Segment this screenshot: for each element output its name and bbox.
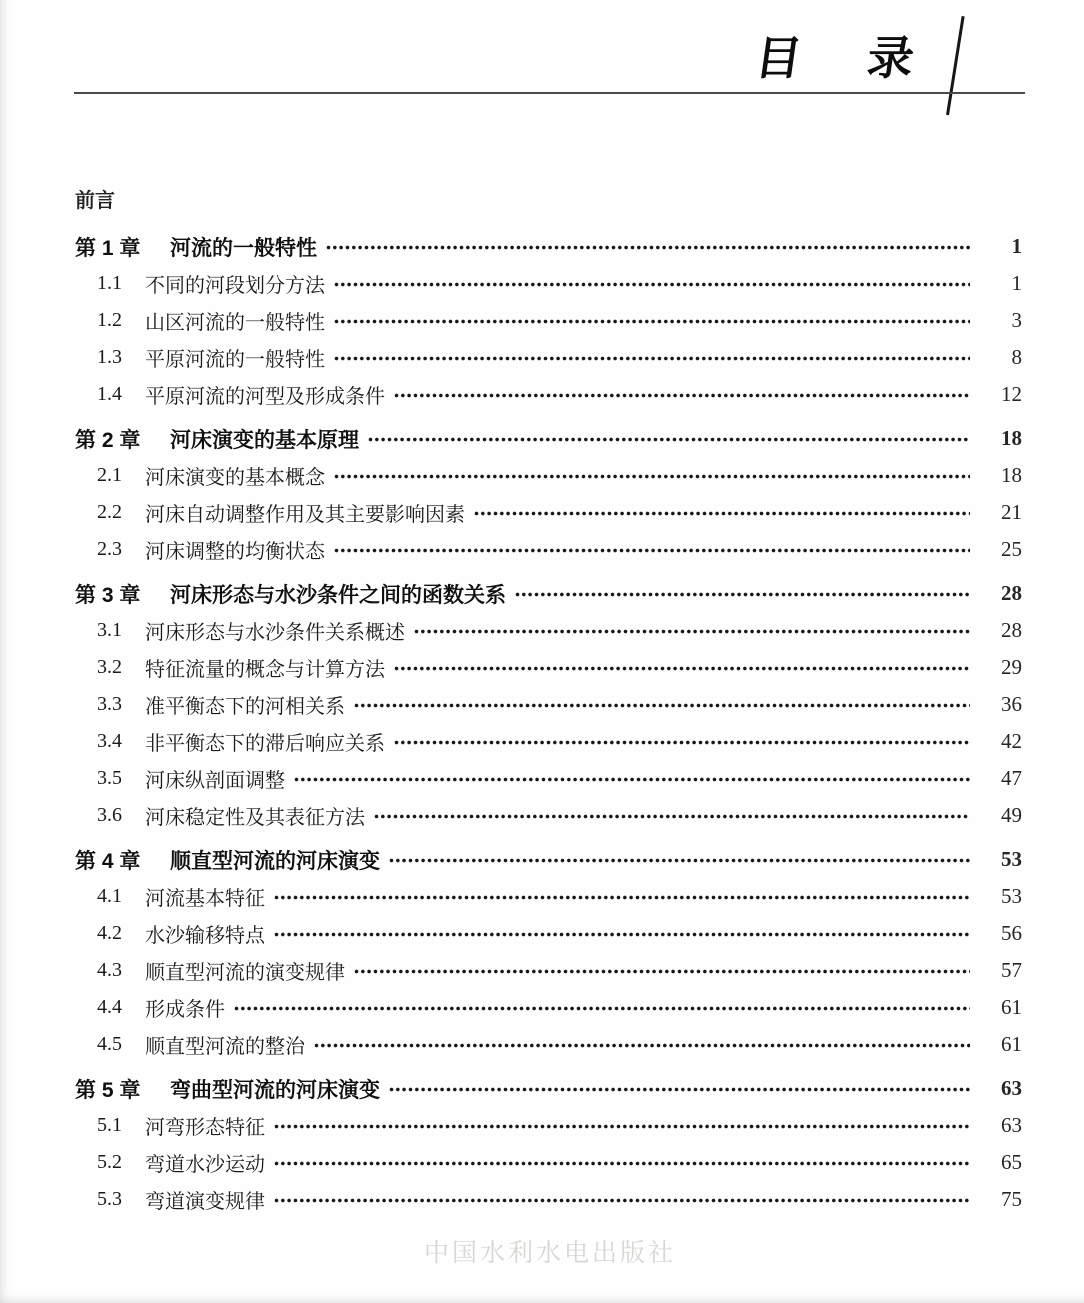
toc-section-row <box>75 531 1022 568</box>
dot-leader <box>334 356 970 361</box>
chapter-label: 第 2 章 <box>75 428 141 452</box>
dot-leader <box>354 703 970 708</box>
page-number: 1 <box>1011 271 1022 295</box>
section-title: 弯道演变规律 <box>145 1191 265 1213</box>
section-title: 平原河流的一般特性 <box>145 349 325 371</box>
section-title: 形成条件 <box>145 999 225 1021</box>
section-number: 3.1 <box>97 619 122 641</box>
section-title: 特征流量的概念与计算方法 <box>145 659 385 681</box>
section-title: 河床纵剖面调整 <box>145 770 285 792</box>
section-title: 山区河流的一般特性 <box>145 312 325 334</box>
dot-leader <box>294 777 970 782</box>
dot-leader <box>274 1198 970 1203</box>
publisher-watermark: 中国水利水电出版社 <box>423 1240 676 1267</box>
toc-section-row <box>75 339 1022 376</box>
toc-section-row <box>75 1181 1022 1218</box>
section-number: 1.1 <box>97 272 122 294</box>
section-number: 3.5 <box>97 767 122 789</box>
header-rule <box>74 92 1025 94</box>
dot-leader <box>274 1124 970 1129</box>
section-title: 河床调整的均衡状态 <box>145 541 325 563</box>
section-number: 3.2 <box>97 656 122 678</box>
toc-section-row <box>75 494 1022 531</box>
page-number: 28 <box>1001 618 1022 642</box>
chapter-label: 第 3 章 <box>75 583 141 607</box>
section-number: 1.4 <box>97 383 122 405</box>
section-number: 2.1 <box>97 464 122 486</box>
chapter-title: 顺直型河流的河床演变 <box>170 849 380 873</box>
dot-leader <box>414 629 970 634</box>
section-number: 3.6 <box>97 804 122 826</box>
section-number: 1.3 <box>97 346 122 368</box>
section-title: 准平衡态下的河相关系 <box>145 696 345 718</box>
page-number: 53 <box>1001 884 1022 908</box>
toc-content <box>75 183 1022 1218</box>
page-number: 36 <box>1001 692 1022 716</box>
section-number: 4.4 <box>97 996 122 1018</box>
slash-mark <box>946 16 965 115</box>
dot-leader <box>515 592 970 597</box>
page-number: 29 <box>1001 655 1022 679</box>
section-title: 顺直型河流的整治 <box>145 1036 305 1058</box>
section-title: 河流基本特征 <box>145 888 265 910</box>
section-title: 非平衡态下的滞后响应关系 <box>145 733 385 755</box>
toc-section-row <box>75 649 1022 686</box>
section-title: 弯道水沙运动 <box>145 1154 265 1176</box>
toc-section-row <box>75 1107 1022 1144</box>
page-number: 63 <box>1001 1076 1022 1100</box>
section-title: 河床演变的基本概念 <box>145 467 325 489</box>
chapter-title: 河床演变的基本原理 <box>170 428 359 452</box>
page-number: 12 <box>1001 382 1022 406</box>
section-title: 不同的河段划分方法 <box>145 275 325 297</box>
preface-heading: 前言 <box>75 190 115 212</box>
dot-leader <box>394 666 970 671</box>
section-title: 平原河流的河型及形成条件 <box>145 386 385 408</box>
section-number: 2.2 <box>97 501 122 523</box>
section-number: 5.2 <box>97 1151 122 1173</box>
dot-leader <box>354 969 970 974</box>
dot-leader <box>234 1006 970 1011</box>
dot-leader <box>326 245 970 250</box>
toc-section-row <box>75 1144 1022 1181</box>
chapter-title: 河床形态与水沙条件之间的函数关系 <box>170 583 506 607</box>
toc-list <box>75 228 1022 1218</box>
toc-chapter-row <box>75 1070 1022 1107</box>
dot-leader <box>394 393 970 398</box>
section-number: 4.3 <box>97 959 122 981</box>
toc-section-row <box>75 612 1022 649</box>
section-number: 5.1 <box>97 1114 122 1136</box>
toc-section-row <box>75 265 1022 302</box>
section-title: 河床稳定性及其表征方法 <box>145 807 365 829</box>
dot-leader <box>334 548 970 553</box>
toc-section-row <box>75 989 1022 1026</box>
page-number: 3 <box>1011 308 1022 332</box>
toc-section-row <box>75 760 1022 797</box>
section-title: 河床形态与水沙条件关系概述 <box>145 622 405 644</box>
toc-section-row <box>75 723 1022 760</box>
page-number: 18 <box>1001 426 1022 450</box>
chapter-title: 弯曲型河流的河床演变 <box>170 1078 380 1102</box>
page-title: 目 录 <box>751 32 928 84</box>
dot-leader <box>474 511 970 516</box>
section-number: 4.1 <box>97 885 122 907</box>
section-number: 2.3 <box>97 538 122 560</box>
section-number: 3.4 <box>97 730 122 752</box>
dot-leader <box>274 932 970 937</box>
section-title: 水沙输移特点 <box>145 925 265 947</box>
page-number: 42 <box>1001 729 1022 753</box>
chapter-label: 第 5 章 <box>75 1078 141 1102</box>
page-number: 49 <box>1001 803 1022 827</box>
dot-leader <box>274 895 970 900</box>
dot-leader <box>314 1043 970 1048</box>
page-number: 8 <box>1011 345 1022 369</box>
toc-section-row <box>75 302 1022 339</box>
dot-leader <box>389 858 970 863</box>
toc-chapter-row <box>75 841 1022 878</box>
page-number: 18 <box>1001 463 1022 487</box>
page-number: 57 <box>1001 958 1022 982</box>
toc-section-row <box>75 952 1022 989</box>
page-number: 56 <box>1001 921 1022 945</box>
toc-section-row <box>75 1026 1022 1063</box>
page-number: 65 <box>1001 1150 1022 1174</box>
chapter-label: 第 4 章 <box>75 849 141 873</box>
page-number: 47 <box>1001 766 1022 790</box>
section-number: 3.3 <box>97 693 122 715</box>
dot-leader <box>368 437 970 442</box>
dot-leader <box>394 740 970 745</box>
section-title: 河弯形态特征 <box>145 1117 265 1139</box>
page-number: 61 <box>1001 995 1022 1019</box>
toc-chapter-row <box>75 575 1022 612</box>
chapter-label: 第 1 章 <box>75 236 141 260</box>
page-number: 63 <box>1001 1113 1022 1137</box>
dot-leader <box>334 474 970 479</box>
page-number: 21 <box>1001 500 1022 524</box>
page-number: 53 <box>1001 847 1022 871</box>
toc-section-row <box>75 686 1022 723</box>
section-number: 4.5 <box>97 1033 122 1055</box>
dot-leader <box>374 814 970 819</box>
section-title: 顺直型河流的演变规律 <box>145 962 345 984</box>
toc-chapter-row <box>75 228 1022 265</box>
chapter-title: 河流的一般特性 <box>170 236 317 260</box>
toc-section-row <box>75 457 1022 494</box>
toc-chapter-row <box>75 420 1022 457</box>
toc-section-row <box>75 376 1022 413</box>
page-number: 61 <box>1001 1032 1022 1056</box>
section-number: 5.3 <box>97 1188 122 1210</box>
page-number: 75 <box>1001 1187 1022 1211</box>
section-number: 1.2 <box>97 309 122 331</box>
section-title: 河床自动调整作用及其主要影响因素 <box>145 504 465 526</box>
toc-section-row <box>75 915 1022 952</box>
page-number: 1 <box>1011 234 1022 258</box>
dot-leader <box>334 319 970 324</box>
toc-section-row <box>75 797 1022 834</box>
page-number: 25 <box>1001 537 1022 561</box>
dot-leader <box>274 1161 970 1166</box>
toc-section-row <box>75 878 1022 915</box>
dot-leader <box>334 282 970 287</box>
section-number: 4.2 <box>97 922 122 944</box>
page-number: 28 <box>1001 581 1022 605</box>
dot-leader <box>389 1087 970 1092</box>
